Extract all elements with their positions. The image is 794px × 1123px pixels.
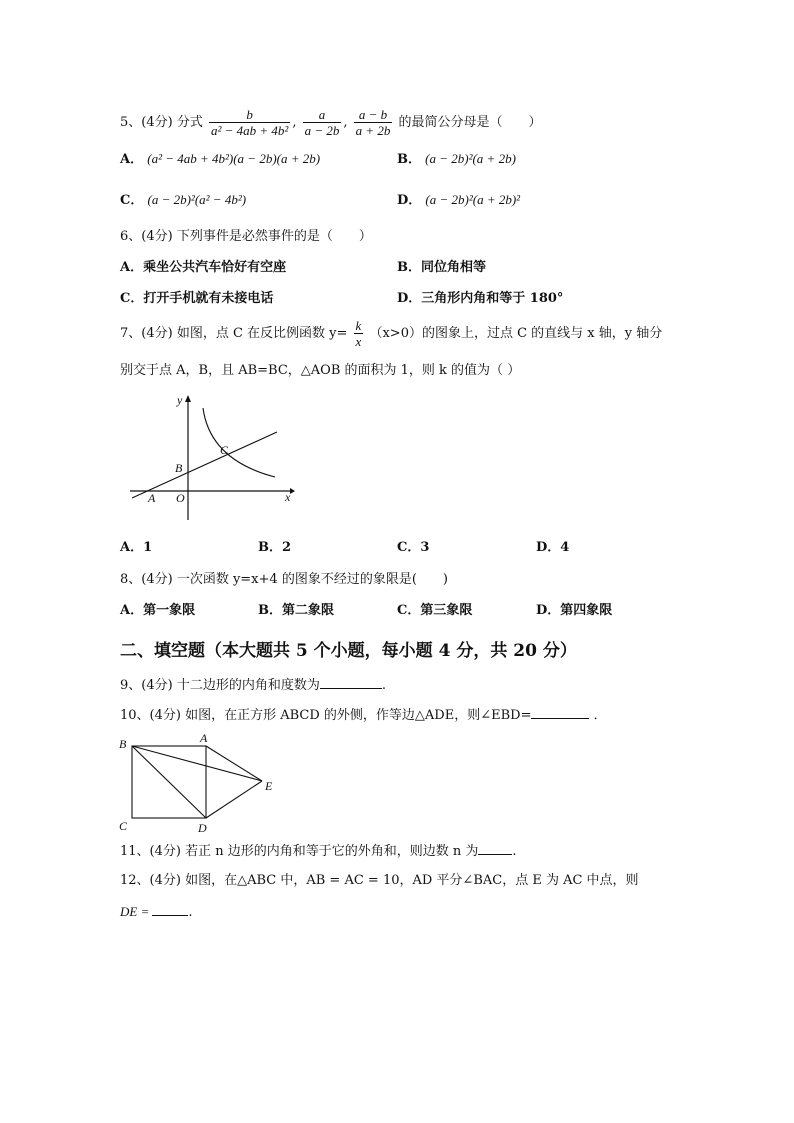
q7-stem <box>120 318 662 349</box>
q7-label-x: x <box>285 490 291 504</box>
q5-f2-denominator: a − 2b <box>304 123 340 138</box>
q12-stem-line1: 12、(4分) 如图，在△ABC 中，AB = AC = 10，AD 平分∠BAC，点 E 为 AC 中点，则 <box>120 873 639 888</box>
q9-answer-blank[interactable] <box>320 676 382 689</box>
q10-label-e: E <box>265 779 273 793</box>
q9-stem-end: . <box>381 678 386 693</box>
q5-option-b-text: (a − 2b)²(a + 2b) <box>425 151 516 166</box>
q5-stem-prefix: 5、(4分) 分式 <box>120 115 203 130</box>
q10-side-ae <box>206 746 262 781</box>
q6-option-c: C．打开手机就有未接电话 <box>120 291 274 306</box>
q6-option-a: A．乘坐公共汽车恰好有空座 <box>120 260 287 275</box>
q5-f1-denominator: a² − 4ab + 4b² <box>210 123 289 138</box>
q5-fraction-3 <box>354 107 393 138</box>
q5-option-c-label: C． <box>120 193 144 208</box>
q5-f3-denominator: a + 2b <box>355 123 391 138</box>
q10-label-d: D <box>198 821 207 835</box>
q7-stem-suffix: （x>0）的图象上，过点 C 的直线与 x 轴，y 轴分 <box>369 326 663 341</box>
q7-stem-line2: 别交于点 A，B，且 AB=BC，△AOB 的面积为 1，则 k 的值为（ ） <box>120 363 521 378</box>
q7-figure <box>125 390 300 525</box>
q10-side-de <box>206 781 262 818</box>
q7-option-a: A．1 <box>120 540 153 555</box>
q7-fraction-denominator: x <box>355 334 362 349</box>
q6-option-d: D．三角形内角和等于 180° <box>397 291 564 306</box>
q7-fraction-numerator: k <box>355 318 362 333</box>
q12-stem-line2 <box>120 903 193 922</box>
q7-label-a: A <box>148 491 156 505</box>
q7-label-c: C <box>220 443 229 457</box>
q8-stem: 8、(4分) 一次函数 y=x+4 的图象不经过的象限是( ) <box>120 572 448 587</box>
q10-stem-end: ． <box>593 708 607 723</box>
q12-stem-line2-text: DE = <box>120 904 150 919</box>
q5-f1-numerator: b <box>209 107 290 123</box>
q5-fraction-2 <box>303 107 342 138</box>
q10-label-c: C <box>119 819 128 833</box>
q11-answer-blank[interactable] <box>478 842 512 855</box>
q9-stem <box>120 676 386 695</box>
q7-hyperbola <box>203 408 275 477</box>
q7-option-c: C．3 <box>397 540 430 555</box>
q12-answer-blank[interactable] <box>152 903 188 916</box>
q7-line-ac <box>132 432 277 498</box>
q11-stem <box>120 842 517 861</box>
q5-option-d-label: D． <box>397 193 422 208</box>
q10-segment-be <box>132 746 262 781</box>
q8-option-a: A．第一象限 <box>120 603 196 618</box>
q5-option-b <box>397 150 516 169</box>
q10-stem <box>120 706 607 725</box>
q9-stem-text: 9、(4分) 十二边形的内角和度数为 <box>120 678 320 693</box>
q10-figure <box>115 730 285 835</box>
q10-answer-blank[interactable] <box>531 706 589 719</box>
q5-option-a <box>120 150 320 169</box>
q7-option-b: B．2 <box>258 540 292 555</box>
q5-stem-suffix: 的最简公分母是（ ） <box>398 115 542 130</box>
section-title-fill-in: 二、填空题（本大题共 5 个小题，每小题 4 分，共 20 分） <box>120 641 577 661</box>
q10-label-b: B <box>119 737 127 751</box>
q8-option-b: B．第二象限 <box>258 603 334 618</box>
q11-stem-text: 11、(4分) 若正 n 边形的内角和等于它的外角和，则边数 n 为 <box>120 844 479 859</box>
q7-x-axis-arrow <box>290 488 295 494</box>
q5-f3-numerator: a − b <box>354 107 393 123</box>
q7-option-d: D．4 <box>536 540 570 555</box>
q7-label-b: B <box>175 461 183 475</box>
q6-option-b: B．同位角相等 <box>397 260 486 275</box>
q10-diagonal-bd <box>132 746 206 818</box>
q5-fraction-1 <box>209 107 290 138</box>
q5-option-c <box>120 191 246 210</box>
q7-y-axis-arrow <box>185 395 191 402</box>
q5-f2-numerator: a <box>303 107 342 123</box>
q5-option-d-text: (a − 2b)²(a + 2b)² <box>425 192 521 207</box>
q7-stem-prefix: 7、(4分) 如图，点 C 在反比例函数 y= <box>120 326 348 341</box>
q5-stem: 5、(4分) 分式 $\frac{b}{\text{a² − 4ab + 4b²}}$ , $\frac{a}{a - 2b}$ , $\frac{a - b}{a + 2b}$ 的最简公分母是（ ） <box>120 107 542 138</box>
q5-option-a-label: A． <box>120 152 144 167</box>
q5-option-c-text: (a − 2b)²(a² − 4b²) <box>147 192 247 207</box>
q10-stem-text: 10、(4分) 如图，在正方形 ABCD 的外侧，作等边△ADE，则∠EBD= <box>120 708 532 723</box>
q11-stem-end: . <box>512 844 517 859</box>
q5-option-a-text: (a² − 4ab + 4b²)(a − 2b)(a + 2b) <box>147 151 321 166</box>
q7-label-y: y <box>177 393 183 407</box>
q5-option-d <box>397 191 520 210</box>
q5-option-b-label: B． <box>397 152 421 167</box>
q6-stem: 6、(4分) 下列事件是必然事件的是（ ） <box>120 229 372 244</box>
q8-option-c: C．第三象限 <box>397 603 473 618</box>
q10-label-a: A <box>200 731 208 745</box>
q7-fraction <box>354 318 364 349</box>
q7-label-o: O <box>176 491 185 505</box>
q8-option-d: D．第四象限 <box>536 603 613 618</box>
q12-stem-end: . <box>188 905 193 920</box>
